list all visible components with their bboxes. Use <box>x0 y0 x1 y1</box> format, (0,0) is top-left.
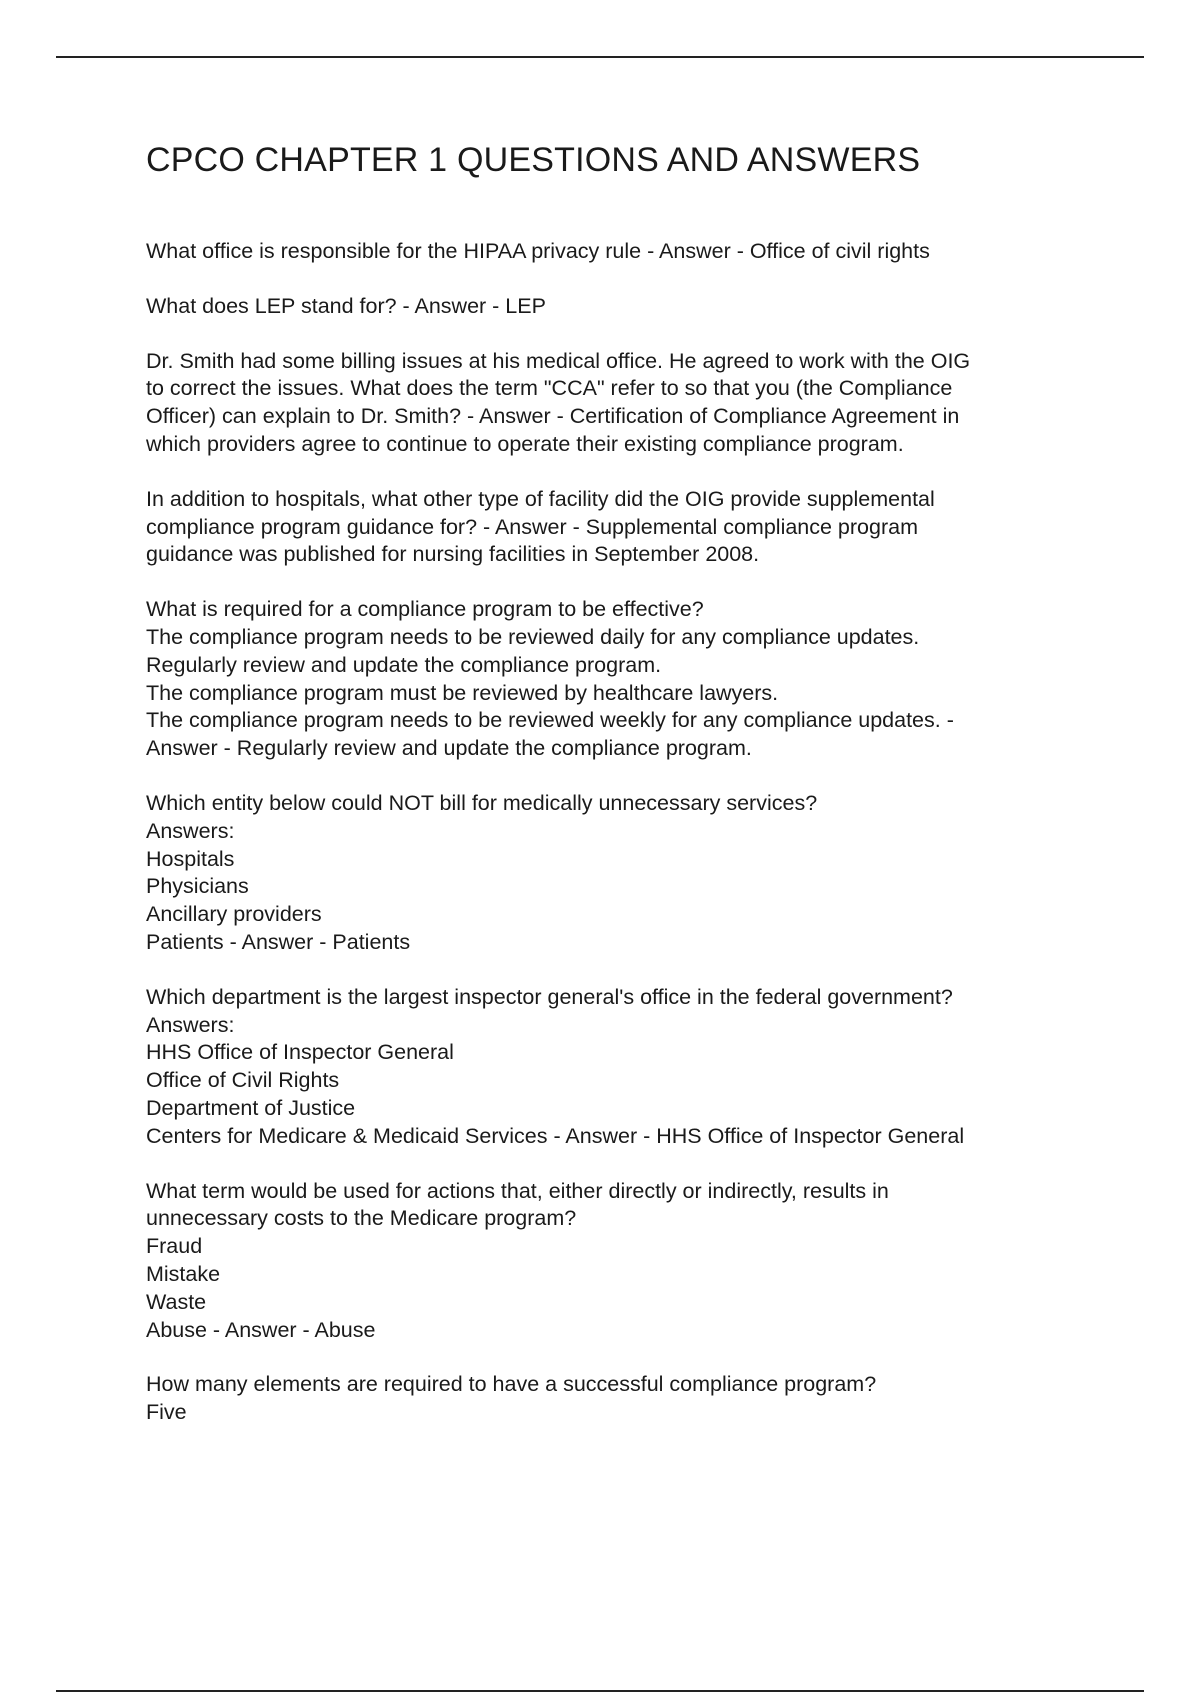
qa-entry <box>146 238 1096 266</box>
qa-entry <box>146 596 1096 763</box>
bottom-divider <box>56 1690 1144 1692</box>
qa-line: Fraud <box>146 1234 203 1259</box>
qa-line: In addition to hospitals, what other type of facility did the OIG provide supplemental <box>146 486 935 511</box>
qa-line: to correct the issues. What does the term "CCA" refer to so that you (the Compliance <box>146 376 953 401</box>
qa-entry <box>146 348 1096 459</box>
qa-line: What term would be used for actions that, either directly or indirectly, results in <box>146 1178 889 1203</box>
qa-list <box>146 238 1096 1427</box>
qa-line: What is required for a compliance program to be effective? <box>146 597 704 622</box>
qa-line: which providers agree to continue to operate their existing compliance program. <box>146 431 904 456</box>
qa-line: Which entity below could NOT bill for medically unnecessary services? <box>146 790 818 815</box>
qa-line: Answers: <box>146 1012 235 1037</box>
qa-entry <box>146 1371 1096 1427</box>
qa-line: Dr. Smith had some billing issues at his medical office. He agreed to work with the OIG <box>146 348 971 373</box>
qa-entry <box>146 790 1096 957</box>
qa-line: Mistake <box>146 1261 221 1286</box>
document-body <box>146 140 1096 1454</box>
qa-line: compliance program guidance for? - Answer - Supplemental compliance program <box>146 514 918 539</box>
qa-line: Regularly review and update the compliance program. <box>146 652 662 677</box>
qa-line: Centers for Medicare & Medicaid Services - Answer - HHS Office of Inspector General <box>146 1123 965 1148</box>
qa-line: Hospitals <box>146 846 235 871</box>
qa-line: The compliance program must be reviewed by healthcare lawyers. <box>146 680 779 705</box>
qa-line: How many elements are required to have a successful compliance program? <box>146 1372 877 1397</box>
top-divider <box>56 56 1144 58</box>
qa-line: Answer - Regularly review and update the compliance program. <box>146 736 752 761</box>
qa-entry <box>146 984 1096 1151</box>
document-title: CPCO CHAPTER 1 QUESTIONS AND ANSWERS <box>146 141 921 179</box>
qa-line: What office is responsible for the HIPAA privacy rule - Answer - Office of civil rights <box>146 239 930 263</box>
qa-line: Five <box>146 1400 187 1425</box>
qa-line: Office of Civil Rights <box>146 1068 340 1093</box>
qa-entry <box>146 486 1096 569</box>
qa-line: What does LEP stand for? - Answer - LEP <box>146 293 546 318</box>
qa-line: Abuse - Answer - Abuse <box>146 1317 376 1342</box>
qa-line: Officer) can explain to Dr. Smith? - Answer - Certification of Compliance Agreement in <box>146 404 960 429</box>
qa-line: guidance was published for nursing facilities in September 2008. <box>146 542 760 567</box>
qa-line: HHS Office of Inspector General <box>146 1040 454 1065</box>
qa-line: Physicians <box>146 874 249 899</box>
qa-line: Waste <box>146 1289 207 1314</box>
qa-line: Answers: <box>146 818 235 843</box>
qa-line: Ancillary providers <box>146 902 322 927</box>
qa-line: Which department is the largest inspector general's office in the federal government? <box>146 984 953 1009</box>
qa-entry <box>146 293 1096 321</box>
qa-line: Department of Justice <box>146 1095 356 1120</box>
qa-entry <box>146 1178 1096 1345</box>
qa-line: The compliance program needs to be reviewed weekly for any compliance updates. - <box>146 708 954 733</box>
qa-line: The compliance program needs to be reviewed daily for any compliance updates. <box>146 624 920 649</box>
qa-line: unnecessary costs to the Medicare program? <box>146 1206 577 1231</box>
qa-line: Patients - Answer - Patients <box>146 929 411 954</box>
